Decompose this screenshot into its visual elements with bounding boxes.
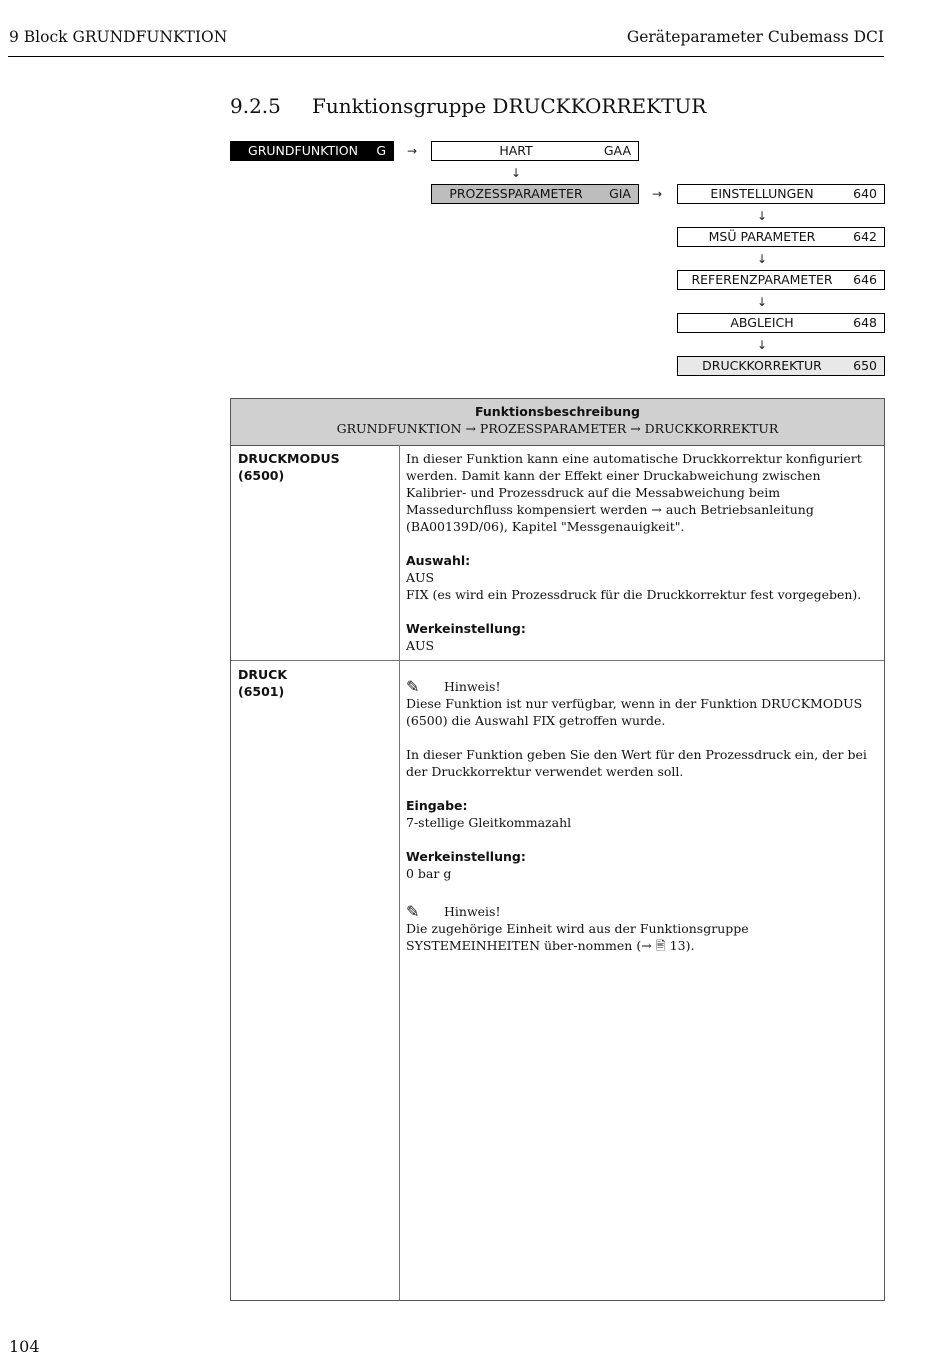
- arrow-down-icon: ↓: [757, 295, 768, 309]
- section-title: [230, 94, 706, 118]
- pencil-note-icon: ✎: [406, 902, 420, 921]
- default-value: AUS: [406, 638, 435, 653]
- pencil-note-icon: ✎: [406, 677, 420, 696]
- column-divider: [399, 445, 400, 1300]
- description-text: In dieser Funktion kann eine automatische Druckkorrektur konfiguriert werden. Damit kann der Effekt einer Druckabweichung zwischen Kalibrier- und Prozessdruck auf die Messabweichung beim Massedurchfluss kompensiert werden → auch Betriebsanleitung (BA00139D/06), Kapitel "Messgenauigkeit".: [406, 451, 862, 534]
- table-heading: Funktionsbeschreibung: [474, 404, 640, 419]
- table-header: [231, 399, 884, 446]
- nav-box-druckkorrektur: [677, 356, 885, 376]
- nav-box-hart: [431, 141, 639, 161]
- note-heading: [406, 903, 881, 920]
- function-table: [230, 398, 885, 1301]
- header-rule: [8, 56, 884, 57]
- nav-label: REFERENZPARAMETER: [691, 272, 833, 287]
- nav-label: MSÜ PARAMETER: [708, 229, 816, 244]
- arrow-down-icon: ↓: [757, 209, 768, 223]
- arrow-down-icon: ↓: [757, 252, 768, 266]
- note-label: Hinweis!: [444, 904, 501, 919]
- choice-option: FIX (es wird ein Prozessdruck für die Druckkorrektur fest vorgegeben).: [406, 587, 862, 602]
- table-row-druck-description: [406, 678, 881, 971]
- nav-code: 650: [853, 358, 877, 373]
- nav-label: HART: [499, 143, 533, 158]
- nav-code: GAA: [603, 143, 631, 158]
- nav-code: GIA: [609, 186, 631, 201]
- choice-label: Auswahl:: [406, 553, 471, 568]
- header-chapter: 9 Block GRUNDFUNKTION: [9, 28, 228, 46]
- function-name: DRUCKMODUS: [238, 451, 340, 466]
- nav-label: DRUCKKORREKTUR: [702, 358, 822, 373]
- default-label: Werkeinstellung:: [406, 621, 526, 636]
- default-label: Werkeinstellung:: [406, 849, 526, 864]
- nav-box-abgleich: [677, 313, 885, 333]
- nav-box-referenzparameter: [677, 270, 885, 290]
- nav-code: 640: [853, 186, 877, 201]
- function-code: (6500): [238, 468, 285, 483]
- arrow-down-icon: ↓: [757, 338, 768, 352]
- arrow-right-icon: →: [652, 187, 663, 201]
- header-document-title: Geräteparameter Cubemass DCI: [626, 28, 884, 46]
- default-value: 0 bar g: [406, 866, 452, 881]
- function-code: (6501): [238, 684, 285, 699]
- note-text: Die zugehörige Einheit wird aus der Funktionsgruppe SYSTEMEINHEITEN über-nommen (→ 🖹 13).: [406, 921, 749, 953]
- section-number: 9.2.5: [230, 94, 281, 118]
- nav-code: G: [376, 143, 386, 158]
- note-label: Hinweis!: [444, 679, 501, 694]
- description-text: In dieser Funktion geben Sie den Wert für den Prozessdruck ein, der bei der Druckkorrektur verwendet werden soll.: [406, 747, 867, 779]
- nav-code: 642: [853, 229, 877, 244]
- nav-code: 646: [853, 272, 877, 287]
- nav-box-einstellungen: [677, 184, 885, 204]
- nav-label: ABGLEICH: [730, 315, 794, 330]
- nav-box-prozessparameter: [431, 184, 639, 204]
- note-heading: [406, 678, 881, 695]
- nav-code: 648: [853, 315, 877, 330]
- table-row-druckmodus-name: [238, 450, 340, 484]
- nav-box-grundfunktion: [230, 141, 394, 161]
- arrow-right-icon: →: [407, 144, 418, 158]
- table-row-druck-name: [238, 666, 287, 700]
- row-divider: [231, 660, 884, 661]
- function-name: DRUCK: [238, 667, 288, 682]
- input-value: 7-stellige Gleitkommazahl: [406, 815, 572, 830]
- choice-option: AUS: [406, 570, 435, 585]
- nav-label: EINSTELLUNGEN: [710, 186, 814, 201]
- section-title-text: Funktionsgruppe DRUCKKORREKTUR: [312, 94, 707, 118]
- table-row-druckmodus-description: [406, 450, 881, 654]
- nav-box-msue-parameter: [677, 227, 885, 247]
- input-label: Eingabe:: [406, 798, 468, 813]
- note-text: Diese Funktion ist nur verfügbar, wenn in der Funktion DRUCKMODUS (6500) die Auswahl FIX getroffen wurde.: [406, 696, 863, 728]
- table-path: GRUNDFUNKTION → PROZESSPARAMETER → DRUCKKORREKTUR: [336, 421, 779, 436]
- nav-label: PROZESSPARAMETER: [449, 186, 583, 201]
- arrow-down-icon: ↓: [511, 166, 522, 180]
- page-number: 104: [9, 1337, 40, 1356]
- nav-label: GRUNDFUNKTION: [248, 143, 358, 158]
